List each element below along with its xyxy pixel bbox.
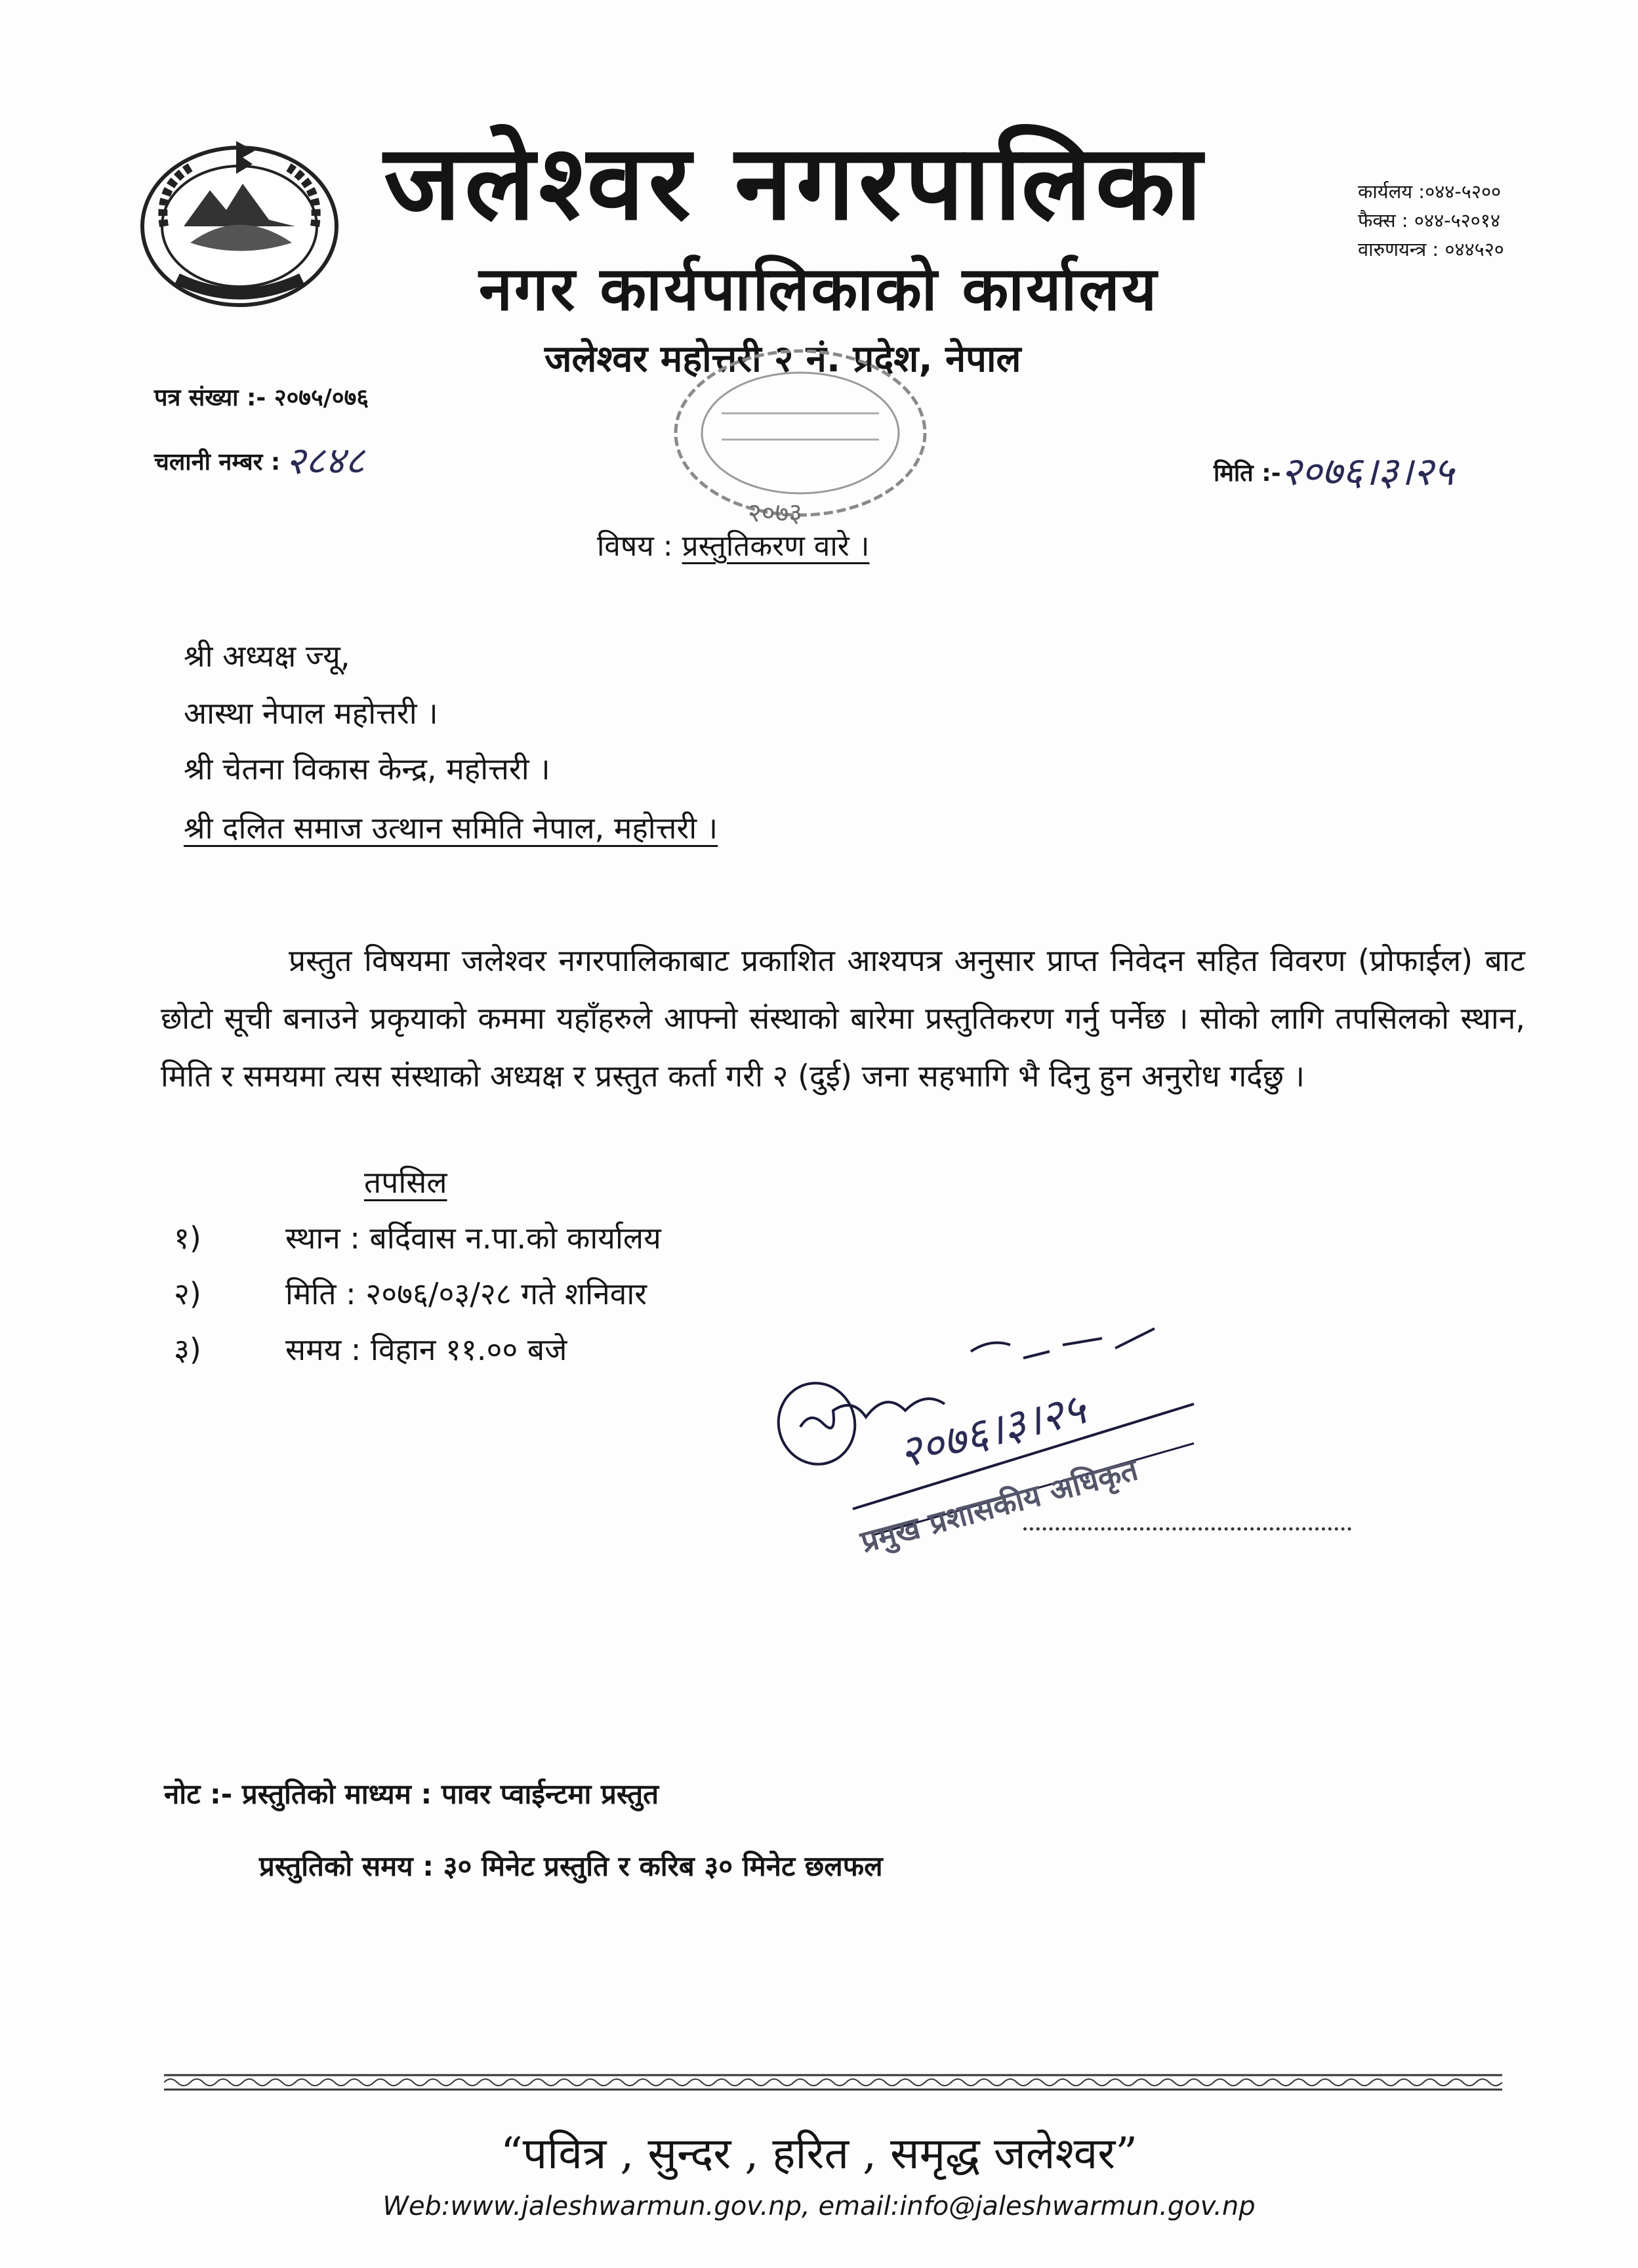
note-line-1: नोट :- प्रस्तुतिको माध्यम : पावर प्वाईन्टमा प्रस्तुत (164, 1778, 659, 1810)
municipality-title: जलेश्वर नगरपालिका (384, 123, 1206, 243)
addressee-1: श्री अध्यक्ष ज्यू, (184, 638, 350, 674)
contact-other: वारुणयन्त्र : ०४४५२० (1358, 238, 1504, 260)
tapsil-item-number: १) (174, 1220, 201, 1256)
body-paragraph: प्रस्तुत विषयमा जलेश्वर नगरपालिकाबाट प्रकाशित आश्यपत्र अनुसार प्राप्त निवेदन सहित विवरण (प्रोफाईल) बाट छोटो सूची बनाउने प्रकृयाको कममा यहाँहरुले आफ्नो संस्थाको बारेमा प्रस्तुतिकरण गर्नु पर्नेछ । सोको लागि तपसिलको स्थान, मिति र समयमा त्यस संस्थाको अध्यक्ष र प्रस्तुत कर्ता गरी २ (दुई) जना सहभागि भै दिनु हुन अनुरोध गर्दछु । (161, 943, 1525, 1094)
footer-decorative-rule (164, 2073, 1502, 2092)
chalani-label: चलानी नम्बर : (154, 449, 281, 476)
addressee-3: श्री चेतना विकास केन्द्र, महोत्तरी । (184, 751, 550, 787)
office-address: जलेश्वर महोत्तरी २ नं. प्रदेश, नेपाल (544, 338, 1021, 381)
contact-info (1358, 177, 1633, 264)
date-label: मिति :- (1214, 460, 1281, 487)
subject-text: प्रस्तुतिकरण वारे । (682, 529, 870, 563)
stamp-year: २०७३ (748, 498, 803, 528)
officer-designation-stamp: प्रमुख प्रशासकीय अधिकृत (857, 1451, 1142, 1559)
patra-sankhya: पत्र संख्या :- २०७५/०७६ (154, 384, 369, 411)
contact-fax: फैक्स : ०४४-५२०१४ (1358, 209, 1500, 232)
addressee-4: श्री दलित समाज उत्थान समिति नेपाल, महोत्तरी । (184, 810, 718, 846)
contact-office-phone: कार्यलय :०४४-५२०० (1358, 180, 1502, 203)
addressee-2: आस्था नेपाल महोत्तरी । (184, 695, 438, 731)
subject-label: विषय : (597, 529, 673, 563)
subject-line (597, 525, 869, 564)
signature-dotted-line (1023, 1527, 1351, 1531)
tapsil-heading: तपसिल (364, 1165, 447, 1200)
tapsil-item-place: स्थान : बर्दिवास न.पा.को कार्यालय (285, 1220, 661, 1256)
chalani-number-line (154, 433, 365, 485)
tapsil-item-number: २) (174, 1276, 201, 1311)
letter-date (1214, 443, 1454, 497)
chalani-number-handwritten: २८४८ (285, 438, 365, 483)
tapsil-item-number: ३) (174, 1332, 201, 1367)
signature-date: २०७६।३।२५ (893, 1383, 1091, 1479)
letter-body (161, 932, 1525, 1105)
tapsil-item-date: मिति : २०७६/०३/२८ गते शनिवार (285, 1276, 647, 1311)
note-line-2: प्रस्तुतिको समय : ३० मिनेट प्रस्तुति र करिब ३० मिनेट छलफल (259, 1850, 883, 1882)
tapsil-item-time: समय : विहान ११.०० बजे (285, 1332, 567, 1367)
date-handwritten: २०७६।३।२५ (1280, 449, 1454, 495)
office-subtitle: नगर कार्यपालिकाको कार्यालय (479, 254, 1159, 324)
footer-motto: “पवित्र , सुन्दर , हरित , समृद्ध जलेश्वर” (500, 2128, 1138, 2179)
footer-web-email: Web:www.jaleshwarmun.gov.np, email:info@jaleshwarmun.gov.np (382, 2191, 1256, 2221)
municipality-emblem-logo (138, 128, 341, 312)
